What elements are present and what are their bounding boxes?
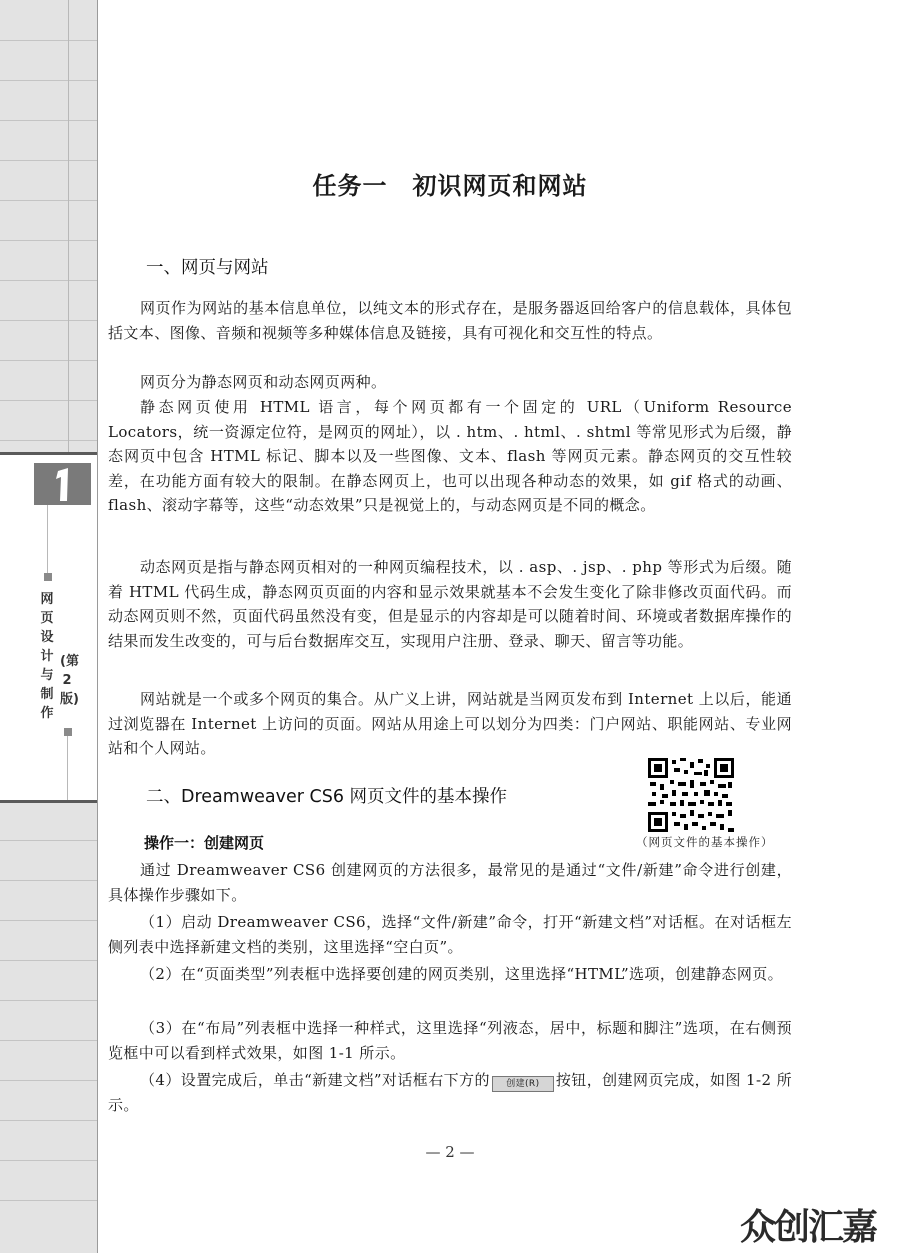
project-number-icon bbox=[34, 463, 91, 505]
paragraph: 动态网页是指与静态网页相对的一种网页编程技术，以 . asp、. jsp、. php 等形式为后缀。随着 HTML 代码生成，静态网页页面的内容和显示效果就基本不会发生变化了除非修改页面代码。而动态网页则不然，页面代码虽然没有变，但是显示的内容却是可以随着时间、环境或者数据库操作的结果而发生改变的，可与后台数据库交互，实现用户注册、登录、聊天、留言等功能。 bbox=[108, 558, 792, 650]
side-square-marker bbox=[44, 573, 52, 581]
paragraph: 网页分为静态网页和动态网页两种。 bbox=[140, 373, 387, 391]
paragraph: 通过 Dreamweaver CS6 创建网页的方法很多，最常见的是通过“文件/新建”命令进行创建，具体操作步骤如下。 bbox=[108, 861, 792, 904]
paragraph: （2）在“页面类型”列表框中选择要创建的网页类别，这里选择“HTML”选项，创建静态网页。 bbox=[140, 965, 784, 983]
page-number: — 2 — bbox=[425, 1143, 475, 1161]
operation-heading: 操作一：创建网页 bbox=[144, 834, 265, 852]
paragraph: 网页作为网站的基本信息单位，以纯文本的形式存在，是服务器返回给客户的信息载体，具体包括文本、图像、音频和视频等多种媒体信息及链接，具有可视化和交互性的特点。 bbox=[108, 299, 792, 342]
paragraph: 静态网页使用 HTML 语言，每个网页都有一个固定的 URL（Uniform Resource Locators，统一资源定位符，是网页的网址），以 . htm、. html、. shtml 等常见形式为后缀，静态网页中包含 HTML 标记、脚本以及一些图像、文本、flash 等网页元素。静态网页的交互性较差，在功能方面有较大的限制。在静态网页上，也可以出现各种动态的效果，如 gif 格式的动画、flash、滚动字幕等，这些“动态效果”只是视觉上的，与动态网页是不同的概念。 bbox=[108, 398, 792, 515]
sidebar-book-title: 网页设计与制作 bbox=[40, 592, 54, 721]
watermark-logo: 众创汇嘉 bbox=[740, 1207, 877, 1248]
side-square-marker bbox=[64, 728, 72, 736]
paragraph: 网站就是一个或多个网页的集合。从广义上讲，网站就是当网页发布到 Internet 上以后，能通过浏览器在 Internet 上访问的页面。网站从用途上可以划分为四类：门户网站、职能网站、专业网站和个人网站。 bbox=[108, 690, 792, 758]
step4-text-after: 按钮，创建网页完成，如图 1-2 所示。 bbox=[108, 1071, 792, 1114]
step4-text-before: （4）设置完成后，单击“新建文档”对话框右下方的 bbox=[140, 1071, 490, 1089]
left-margin-band bbox=[0, 0, 98, 1253]
section-heading-2: 二、Dreamweaver CS6 网页文件的基本操作 bbox=[146, 787, 508, 807]
sidebar-edition: (第2版) bbox=[60, 654, 79, 707]
qr-code-icon[interactable] bbox=[648, 758, 734, 832]
create-button-image: 创建(R) bbox=[492, 1076, 554, 1092]
paragraph-step4 bbox=[108, 1068, 792, 1117]
qr-caption: （网页文件的基本操作） bbox=[636, 835, 774, 849]
section-heading-1: 一、网页与网站 bbox=[146, 258, 269, 278]
task-title: 任务一 初识网页和网站 bbox=[312, 172, 588, 200]
paragraph: （3）在“布局”列表框中选择一种样式，这里选择“列液态，居中，标题和脚注”选项，在右侧预览框中可以看到样式效果，如图 1-1 所示。 bbox=[108, 1019, 792, 1062]
paragraph: （1）启动 Dreamweaver CS6，选择“文件/新建”命令，打开“新建文档”对话框。在对话框左侧列表中选择新建文档的类别，这里选择“空白页”。 bbox=[108, 913, 792, 956]
